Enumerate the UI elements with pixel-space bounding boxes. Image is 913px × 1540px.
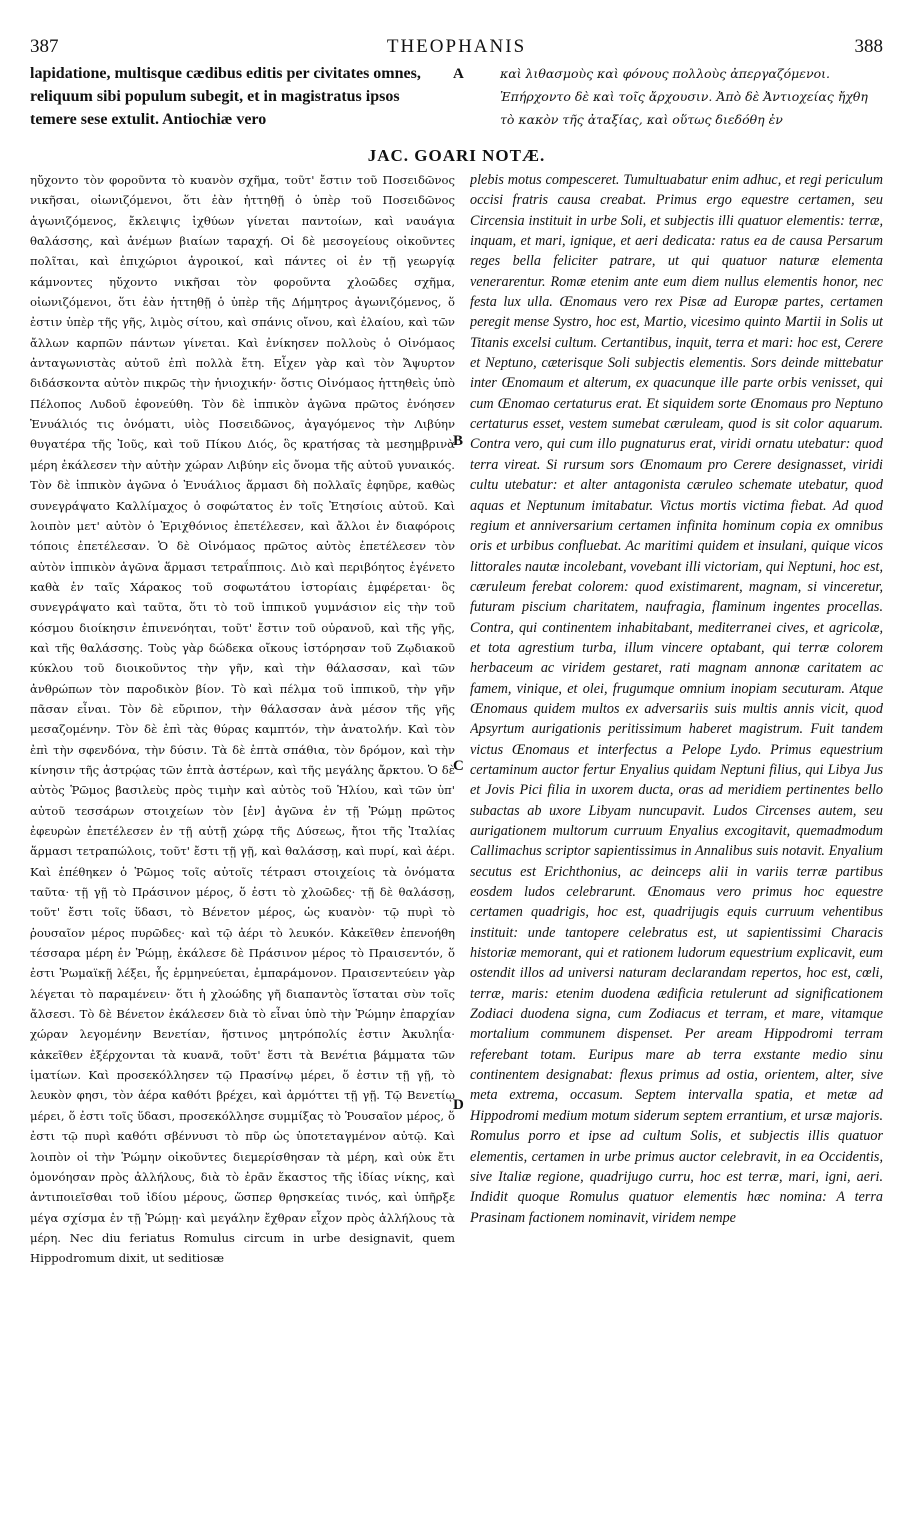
latin-translation-top: lapidatione, multisque cædibus editis per civitates omnes, reliquum sibi populum subegit, et in magistratus ipsos temere sese extulit. Antiochiæ vero [30,65,421,128]
page-number-left: 387 [30,36,59,57]
greek-column [30,170,455,1500]
margin-letter-b: B [453,433,464,449]
running-header [30,36,883,60]
notes-heading: JAC. GOARI NOTÆ. [367,146,546,165]
greek-text-top: καὶ λιθασμοὺς καὶ φόνους πολλοὺς ἀπεργαζόμενοι. Ἐπήρχοντο δὲ καὶ τοῖς ἄρχουσιν. Ἀπὸ δὲ Ἀντιοχείας ἤχθη τὸ κακὸν τῆς ἀταξίας, καὶ οὕτως διεδόθη ἐν [500,66,868,127]
latin-notes-column [470,170,883,1500]
greek-paragraph: ηὔχοντο τὸν φοροῦντα τὸ κυανὸν σχῆμα, τοῦτ' ἔστιν τοῦ Ποσειδῶνος νικῆσαι, οἰωνιζόμενοι, ὅτι ἐὰν ἡττηθῇ ὁ ὑπὲρ τοῦ Ποσειδῶνος ἀγωνιζόμενος, ἔκλειψις ἰχθύων γίνεται παντοίων, καὶ ναυάγια θαλάσσης, καὶ ἀνέμων βιαίων ταραχή. Οἱ δὲ μεσογείους οἰκοῦντες πολῖται, καὶ ἐπιχώριοι ἀγροικοί, καὶ πάντες οἱ ἐν τῇ γεωργίᾳ κάμνοντες ηὔχοντο νικῆσαι τὸν φοροῦντα χλοῶδες σχῆμα, οἰωνιζόμενοι, ὅτι ἐὰν ἡττηθῇ ὁ ὑπὲρ τῆς Δήμητρος ἀγωνιζόμενος, ὅ ἐστιν ὑπὲρ τῆς γῆς, λιμὸς σίτου, καὶ σπάνις οἴνου, καὶ ἐλαίου, καὶ τῶν ἄλλων καρπῶν πάντων γίνεται. Καὶ ἐνίκησεν πολλοὺς ὁ Οἰνόμαος ἀνταγωνιστὰς αὐτοῦ ἐπὶ πολλὰ ἔτη. Εἶχεν γὰρ καὶ τὸν Ἄψυρτον διδάσκοντα αὐτὸν πικρῶς τὴν ἡνιοχικήν· ὅστις Οἰνόμαος ἡττηθεὶς ὑπὸ Πέλοπος Λυδοῦ ἐφονεύθη. Τὸν δὲ ἱππικὸν ἀγῶνα πρῶτος ἐνόησεν Ἐνυάλιός τις ὀνόματι, υἱὸς Ποσειδῶνος, ἀγαγόμενος τὴν Λιβύην θυγατέρα τῆς Ἰοῦς, καὶ τοῦ Πίκου Διός, ὃς κρατήσας τὰ μεσημβρινὰ μέρη ἐκάλεσεν τὴν αὐτὴν χώραν Λιβύην εἰς ὄνομα τῆς αὐτοῦ γυναικός. Τὸν δὲ ἱππικὸν ἀγῶνα ὁ Ἐνυάλιος ἅρμασι δὴ πολλαῖς ἐφηῦρε, καθὼς συνεγράψατο Καλλίμαχος ὁ σοφώτατος ἐν τοῖς Ἐτησίοις αὐτοῦ. Καὶ λοιπὸν μετ' αὐτὸν ὁ Ἐριχθόνιος ἐπετέλεσεν, καὶ ἄλλοι ἐν διαφόροις τόποις ἐπετέλεσαν. Ὁ δὲ Οἰνόμαος πρῶτος αὐτὸς ἐπετέλεσεν τὸν αὐτὸν ἱππικὸν ἀγῶνα ἅρμασι τετραΐπποις. Διὸ καὶ περιβόητος ἐγένετο καθὰ ἐν ταῖς Χάρακος τοῦ σοφωτάτου ἱστορίαις ἐμφέρεται· ὃς συνεγράψατο καὶ ταῦτα, ὅτι τὸ τοῦ ἱππικοῦ γυμνάσιον εἰς τὴν τοῦ κόσμου διοίκησιν ἐπινενόηται, τοῦτ' ἔστιν τοῦ οὐρανοῦ, καὶ τῆς γῆς, καὶ τῆς θαλάσσης. Τοὺς γὰρ δώδεκα οἴκους ἱστόρησαν τοῦ Ζῳδιακοῦ κύκλου τοῦ διοικοῦντος τὴν γῆν, καὶ τὴν θάλασσαν, καὶ τῶν ἀνθρώπων τὸν παροδικὸν βίον. Τὸ καὶ πέλμα τοῦ ἱππικοῦ, τὴν γῆν πᾶσαν εἶναι. Τὸν δὲ εὔριπον, τὴν θάλασσαν ἀνὰ μέσον τῆς γῆς μεσαζομένην. Τὸν δὲ ἐπὶ τὰς θύρας καμπτόν, τὴν ἀνατολήν. Καὶ τὸν ἐπὶ τὴν σφενδόνα, τὴν δύσιν. Τὰ δὲ ἑπτὰ σπάθια, τὸν δρόμον, καὶ τὴν κίνησιν τῆς ἀστρῴας τῶν ἑπτὰ ἀστέρων, καὶ τῆς μεγάλης ἄρκτου. Ὁ δὲ αὐτὸς Ῥῶμος βασιλεὺς πρὸς τιμὴν καὶ αὐτὸς τοῦ Ἡλίου, καὶ τῶν ὑπ' αὐτοῦ τεσσάρων στοιχείων τὸν [ἐν] ἀγῶνα ἐν τῇ Ῥώμῃ πρῶτος ἐφευρὼν ἐπετέλεσεν ἐν τῇ αὐτῇ χώρᾳ τῆς Δύσεως, ἤτοι τῆς Ἰταλίας ἅρμασι τετραπώλοις, τοῦτ' ἔστι τῇ γῇ, καὶ θαλάσσῃ, καὶ πυρί, καὶ ἀέρι. Καὶ ἐπέθηκεν ὁ Ῥῶμος τοῖς αὐτοῖς τέτρασι στοιχείοις τὰ ὀνόματα ταῦτα· τῇ γῇ τὸ Πράσινον μέρος, ὅ ἐστι τὸ χλοῶδες· τῇ δὲ θαλάσσῃ, τοῦτ' ἔστι τοῖς ὕδασι, τὸ Βένετον μέρος, ὡς κυανὸν· τῷ πυρὶ τὸ ῥουσαῖον μέρος πυρῶδες· καὶ τῷ ἀέρι τὸ λευκόν. Κἀκεῖθεν ἐπενοήθη τέσσαρα μέρη ἐν Ῥώμῃ, ἐκάλεσε δὲ Πράσινον μέρος τὸ Πραισεντόν, ὅ ἐστι Ῥωμαϊκῇ λέξει, ἧς ἑρμηνεύεται, ἐμπαράμονον. Πραισεντεύειν γὰρ λέγεται τὸ παραμένειν· ὅτι ἡ χλοώδης γῆ διαπαντὸς ἵσταται σὺν τοῖς ἄλσεσι. Τὸ δὲ Βένετον ἐκάλεσεν διὰ τὸ εἶναι ὑπὸ τὴν Ῥώμην ἐπαρχίαν χώραν λεγομένην Βενετίαν, ἥστινος μητρόπολίς ἐστιν Ἀκυληΐα· κἀκεῖθεν ἐξέρχονται τὰ κυανᾶ, τοῦτ' ἔστι τὰ Βενέτια βάμματα τῶν ἱματίων. Καὶ προσεκόλλησεν τῷ Πρασίνῳ μέρει, ὅ ἐστιν τῇ γῇ, τὸ λευκὸν φησι, τὸν ἀέρα καθότι βρέχει, καὶ ἀρμόττει τῇ γῇ. Τῷ Βενετίῳ μέρει, ὅ ἐστι τοῖς ὕδασι, προσεκόλλησε συμμίξας τὸ Ῥουσαῖον μέρος, ὅ ἐστι τῷ πυρὶ καθότι σβέννυσι τὸ πῦρ ὡς ὑποτεταγμένον αὐτῷ. Καὶ λοιπὸν οἱ τὴν Ῥώμην οἰκοῦντες διεμερίσθησαν τὰ μέρη, καὶ οὐκ ἔτι ὁμονόησαν πρὸς ἀλλήλους, διὰ τὸ ἐρᾶν ἕκαστος τῆς ἰδίας νίκης, καὶ ἀντιποιεῖσθαι τοῦ ἰδίου μέρους, ὥσπερ θρησκείας τινός, καὶ ὑπῆρξε μέγα σχίσμα ἐν τῇ Ῥώμῃ· καὶ μεγάλην ἔχθραν εἶχον πρὸς ἀλλήλους τὰ μέρη. Nec diu feriatus Romulus circum in urbe designavit, quem Hippodromum dixit, ut seditiosæ [30,173,455,1266]
margin-letter-a: A [453,66,464,82]
margin-letter-d: D [453,1097,464,1113]
running-title: THEOPHANIS [386,36,527,57]
margin-letter-c: C [453,758,464,774]
page-number-right: 388 [854,36,883,57]
latin-paragraph: plebis motus compesceret. Tumultuabatur enim adhuc, et regi periculum occisi fratris causa creabat. Primus ergo equestre certamen, seu Circensia instituit in urbe Soli, et subjectis illi quatuor elementis: terræ, inquam, et mari, ignique, et aeri dedicata: ratus ea de causa Persarum reges bella feliciter patrare, ut qui quatuor naturæ elementa venerarentur. Romæ etenim ante eum diem nullus elementis honor, nec festa lux ulla. Œnomaus vero rex Pisæ ad Europæ partes, certamen peregit mense Systro, hoc est, Martio, vicesimo quinto Martii in Solis ut Titanis excelsi cultum. Certantibus, inquit, terra et mari: hoc est, Cerere et Neptuno, cæterisque Soli subjectis elementis. Sors deinde mittebatur inter Œnomaum et alterum, ex quacunque ille parte orbis venisset, qui cum Œnomao certaturus erat. Et siquidem sorte Œnomaus pro Neptuno certaturus esset, vestem sumebat cæruleam, quod is sit color aquarum. Contra vero, qui cum illo pugnaturus erat, viridi ornatu utebatur: quod terra vireat. Si rursum sors Œnomaum pro Cerere designasset, viridi cultu utebatur: et alter antagonista cæruleo schemate utebatur, quod aquas et Neptunum imitabatur. Victus mortis victima fiebat. Ad quod regium et anniversarium certamen infinita hominum copia ex omnibus oris et urbibus confluebat. Ac maritimi quidem et insulani, quique vicos littorales nautæ incolebant, vovebant illi victoriam, qui Neptuni, hoc est, cæruleum ferebat colorem: quod existimarent, magnam, si vinceretur, futuram piscium charitatem, naufragia, flaminum ingentes procellas. Contra, qui continentem inhabitabant, mediterranei cives, et agricolæ, et tota agrestium turba, illum vincere optabant, qui terræ colorem herbaceum ac viridem gestaret, rati magnam annonæ caritatem ac famem, vinique, et olei, frugumque omnium inopiam secuturam. Atque Œnomaus quidem multos ex adversariis suis multis annis vicit, quod Apsyrtum aurigationis peritissimum haberet magistrum. Fuit tandem victus Œnomaus et interfectus a Pelope Lydo. Primus equestrium certaminum auctor fertur Enyalius quidam Neptuni filius, qui Libya Jus et Jovis Pici filia in uxorem ducta, oras ad meridiem pertinentes bello subactas ab uxore Libyam nuncupavit. Ludos Circenses autem, seu aurigationem multorum curruum Enyalius excogitavit, quemadmodum Callimachus scriptor sapientissimus in Annalibus suis notavit. Enyalium secutus est Erichthonius, ac deinceps alii in variis terræ partibus eosdem ludos celebrarunt. Œnomaus vero primus hoc equestre certamen quadrigis, hoc est, quadrijugis equis curruum vehentibus instituit: unde tantopere celebratus est, ut sapientissimi Characis historiæ memorant, qui et rationem ludorum equestrium explicavit, eum ostendit illos ad universi naturam declarandam repertos, hoc est, cœli, terræ, maris: etenim duodena ædificia retulerunt ad significationem Zodiaci duodena signa, cum Zodiacus et terram, et mare, vitamque mortalium communem dispenset. Per aream Hippodromi terram referebant totam. Euripus mare ab terra exstante medio sinu continentem designabat: flexus primus ad ostia, orientem, alter, sive meta extrema, occasum. Septem intervalla spatia, et metæ ad Hippodromi medium motum siderum septem errantium, et ursæ majoris. Romulus porro et ipse ad cultum Solis, et subjectis illis quatuor elementis, certamen in urbe primus auctor celebravit, in ea Occidentis, sive Italiæ regione, quadrijugo curru, hoc est terræ, mari, igni, aeri. Indidit quoque Romulus quatuor elementis hæc nomina: A terra Prasinam factionem nominavit, viridem nempe [470,172,883,1226]
